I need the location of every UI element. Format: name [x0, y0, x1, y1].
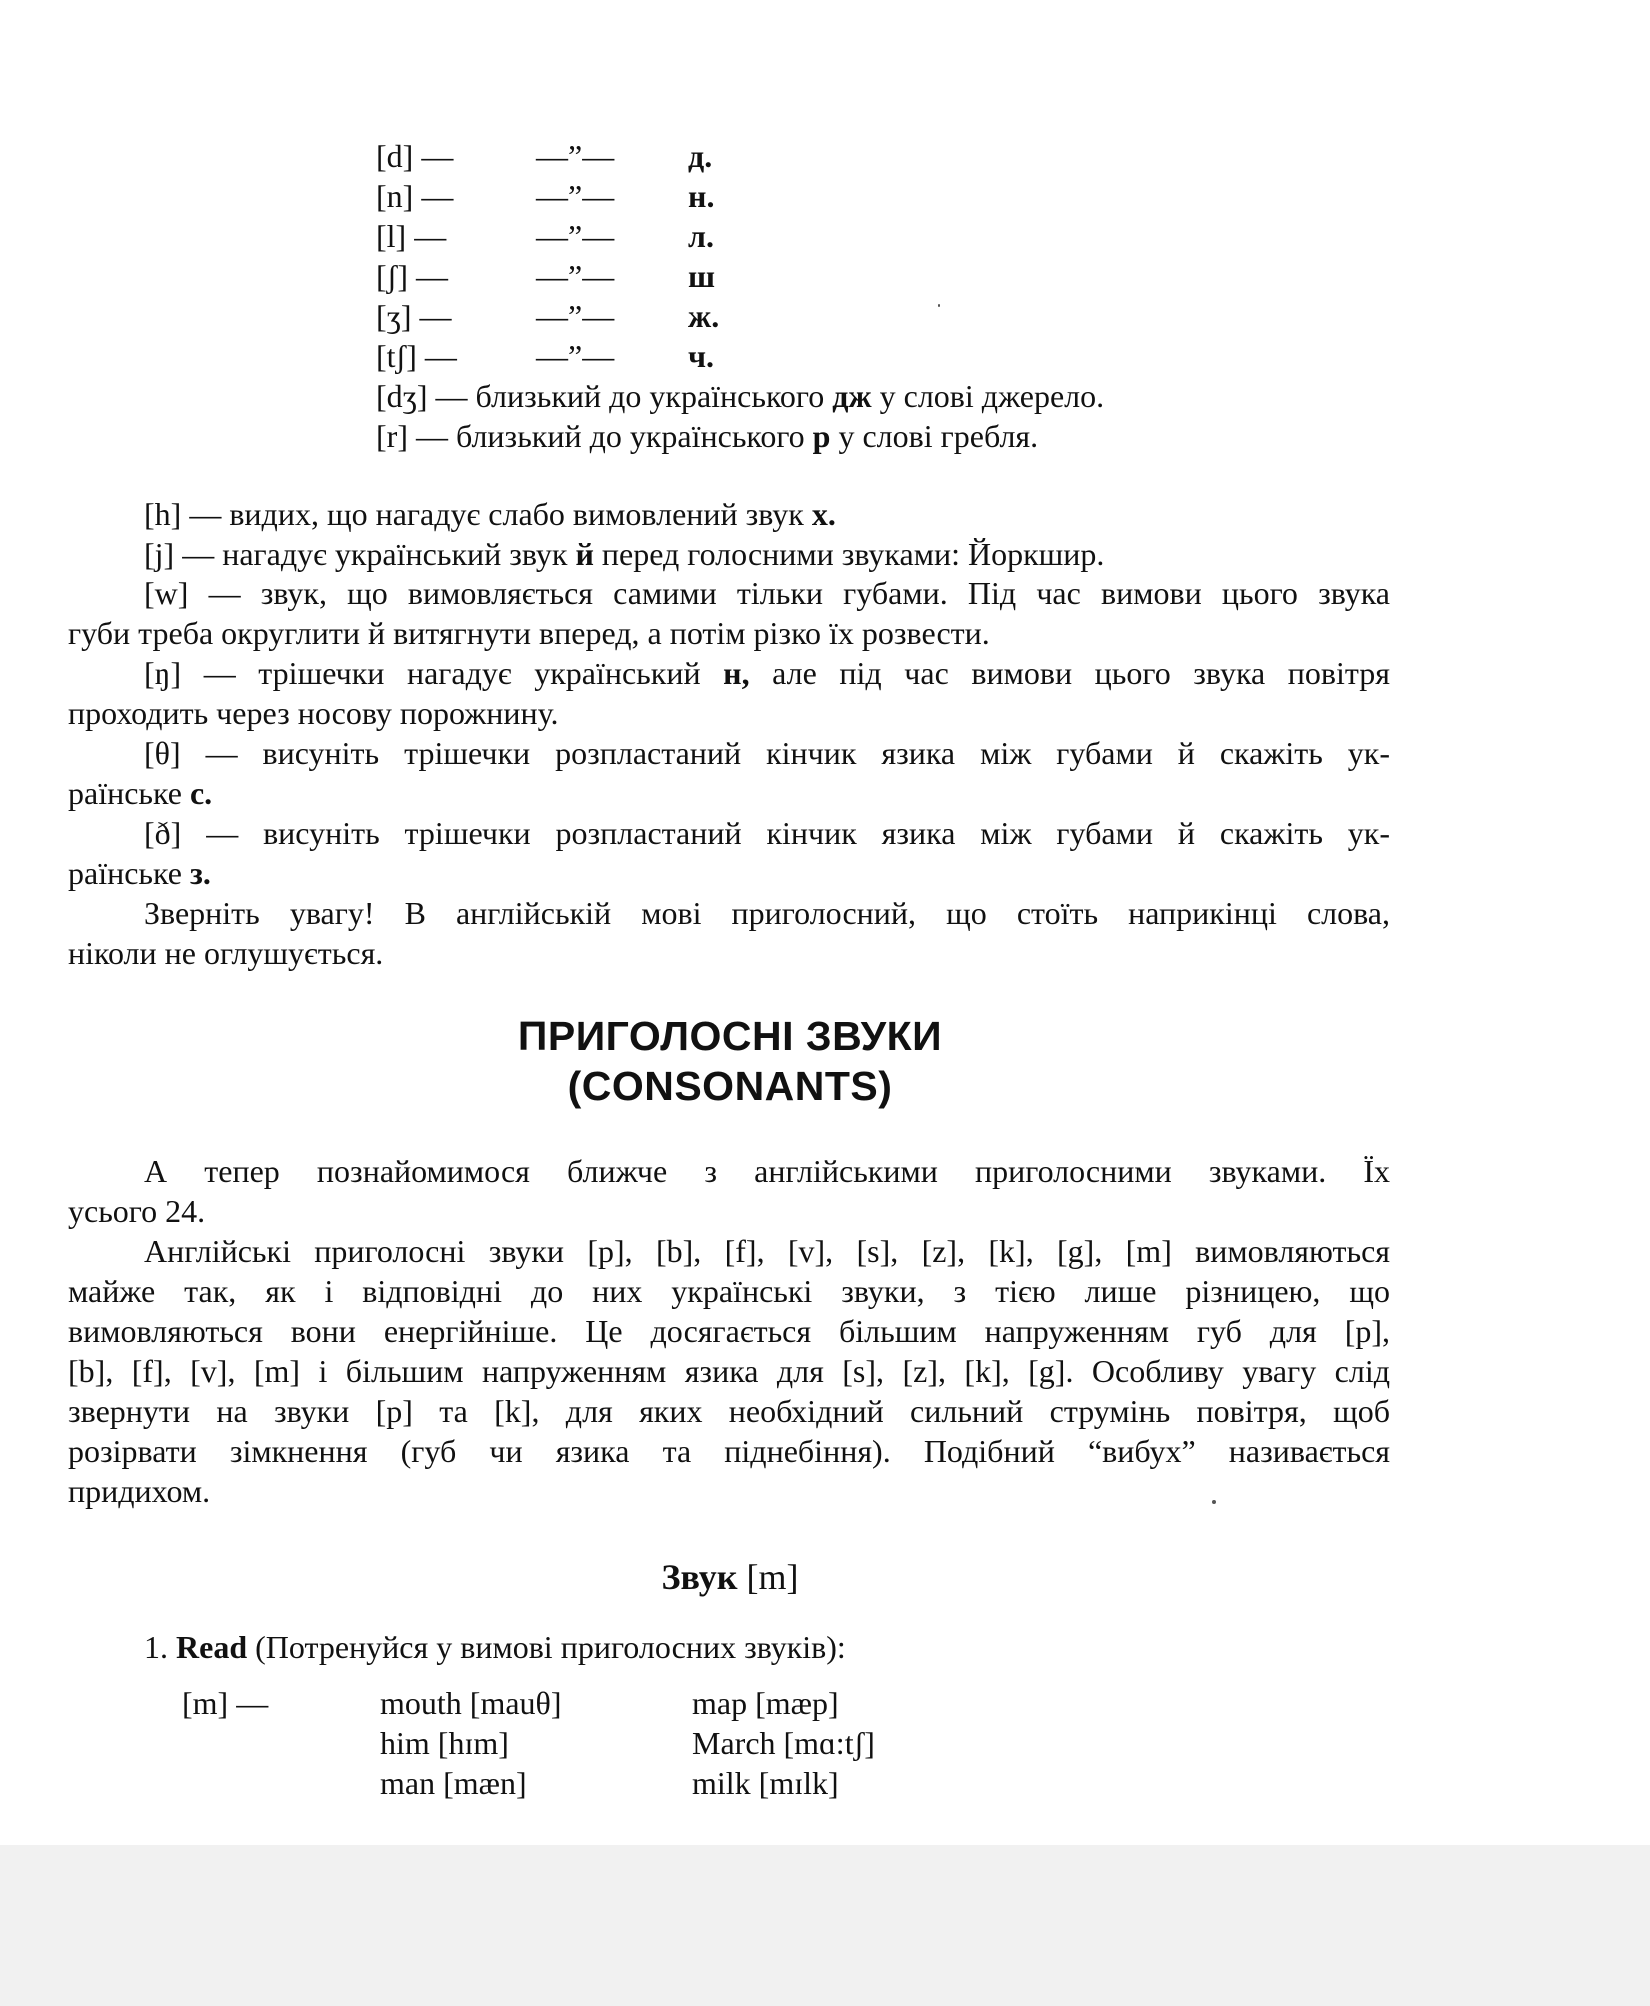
section-heading-en: (CONSONANTS) — [567, 1063, 893, 1109]
table-letter: л. — [688, 218, 714, 254]
exercise-title: 1. Read (Потренуйся у вимові приголосних звуків): — [144, 1629, 846, 1665]
h-line: [h] — видих, що нагадує слабо вимовлений звук х. — [144, 496, 836, 532]
theta-line-1: [θ] — висуніть трішечки розпластаний кінчик язика між губами й скажіть ук- — [144, 735, 1390, 771]
eth-line-1: [ð] — висуніть трішечки розпластаний кінчик язика між губами й скажіть ук- — [144, 815, 1390, 851]
table-ditto: —”— — [536, 178, 615, 214]
word-item: man [mæn] — [380, 1765, 527, 1801]
table-symbol: [n] — — [376, 178, 454, 214]
ng-line-2: проходить через носову порожнину. — [68, 695, 559, 731]
para2-line: вимовляються вони енергійніше. Це досягається більшим напруженням губ для [p], — [68, 1313, 1390, 1349]
table-symbol: [ʃ] — — [376, 258, 448, 294]
intro-line-1: А тепер познайомимося ближче з англійськими приголосними звуками. Їх — [144, 1153, 1390, 1189]
table-ditto: —”— — [536, 258, 615, 294]
scan-speck — [1212, 1500, 1216, 1504]
para2-line: [b], [f], [v], [m] і більшим напруженням язика для [s], [z], [k], [g]. Особливу увагу слід — [68, 1353, 1390, 1389]
w-line-1: [w] — звук, що вимовляється самими тільки губами. Під час вимови цього звука — [144, 575, 1390, 611]
word-item: March [mɑ:tʃ] — [692, 1725, 875, 1761]
theta-line-2: раїнське с. — [68, 775, 213, 811]
dz-line: [dʒ] — близький до українського дж у слові джерело. — [376, 378, 1105, 414]
eth-line-2: раїнське з. — [68, 855, 211, 891]
ng-line-1: [ŋ] — трішечки нагадує український н, але під час вимови цього звука повітря — [144, 655, 1391, 691]
table-ditto: —”— — [536, 138, 615, 174]
sound-heading: Звук [m] — [661, 1557, 799, 1597]
r-line: [r] — близький до українського р у слові гребля. — [376, 418, 1039, 454]
word-item: mouth [mauθ] — [380, 1685, 562, 1721]
table-symbol: [ʒ] — — [376, 298, 452, 334]
table-symbol: [l] — — [376, 218, 447, 254]
section-heading: ПРИГОЛОСНІ ЗВУКИ — [517, 1013, 943, 1059]
note-line-1: Зверніть увагу! В англійській мові приголосний, що стоїть наприкінці слова, — [144, 895, 1390, 931]
para2-line: майже так, як і відповідні до них українські звуки, з тією лише різницею, що — [68, 1273, 1390, 1309]
m-label: [m] — — [182, 1685, 269, 1721]
table-ditto: —”— — [536, 338, 615, 374]
table-ditto: —”— — [536, 298, 615, 334]
table-letter: ж. — [688, 298, 720, 334]
word-item: milk [mɪlk] — [692, 1765, 839, 1801]
table-letter: д. — [688, 138, 713, 174]
intro-line-2: усього 24. — [68, 1193, 206, 1229]
para2-line: звернути на звуки [p] та [k], для яких необхідний сильний струмінь повітря, щоб — [68, 1393, 1390, 1429]
para2-line: Англійські приголосні звуки [p], [b], [f], [v], [s], [z], [k], [g], [m] вимовляються — [144, 1233, 1390, 1269]
w-line-2: губи треба округлити й витягнути вперед, а потім різко їх розвести. — [68, 615, 990, 651]
table-ditto: —”— — [536, 218, 615, 254]
scan-speck — [938, 304, 940, 307]
table-letter: ш — [688, 258, 716, 294]
j-line: [j] — нагадує український звук й перед голосними звуками: Йоркшир. — [144, 536, 1105, 572]
word-item: map [mæp] — [692, 1685, 839, 1721]
word-item: him [hɪm] — [380, 1725, 509, 1761]
table-symbol: [d] — — [376, 138, 454, 174]
note-line-2: ніколи не оглушується. — [68, 935, 384, 971]
table-symbol: [tʃ] — — [376, 338, 457, 374]
table-letter: н. — [688, 178, 715, 214]
para2-line: розірвати зімкнення (губ чи язика та піднебіння). Подібний “вибух” називається — [68, 1433, 1390, 1469]
table-letter: ч. — [688, 338, 715, 374]
para2-line: придихом. — [68, 1473, 211, 1509]
